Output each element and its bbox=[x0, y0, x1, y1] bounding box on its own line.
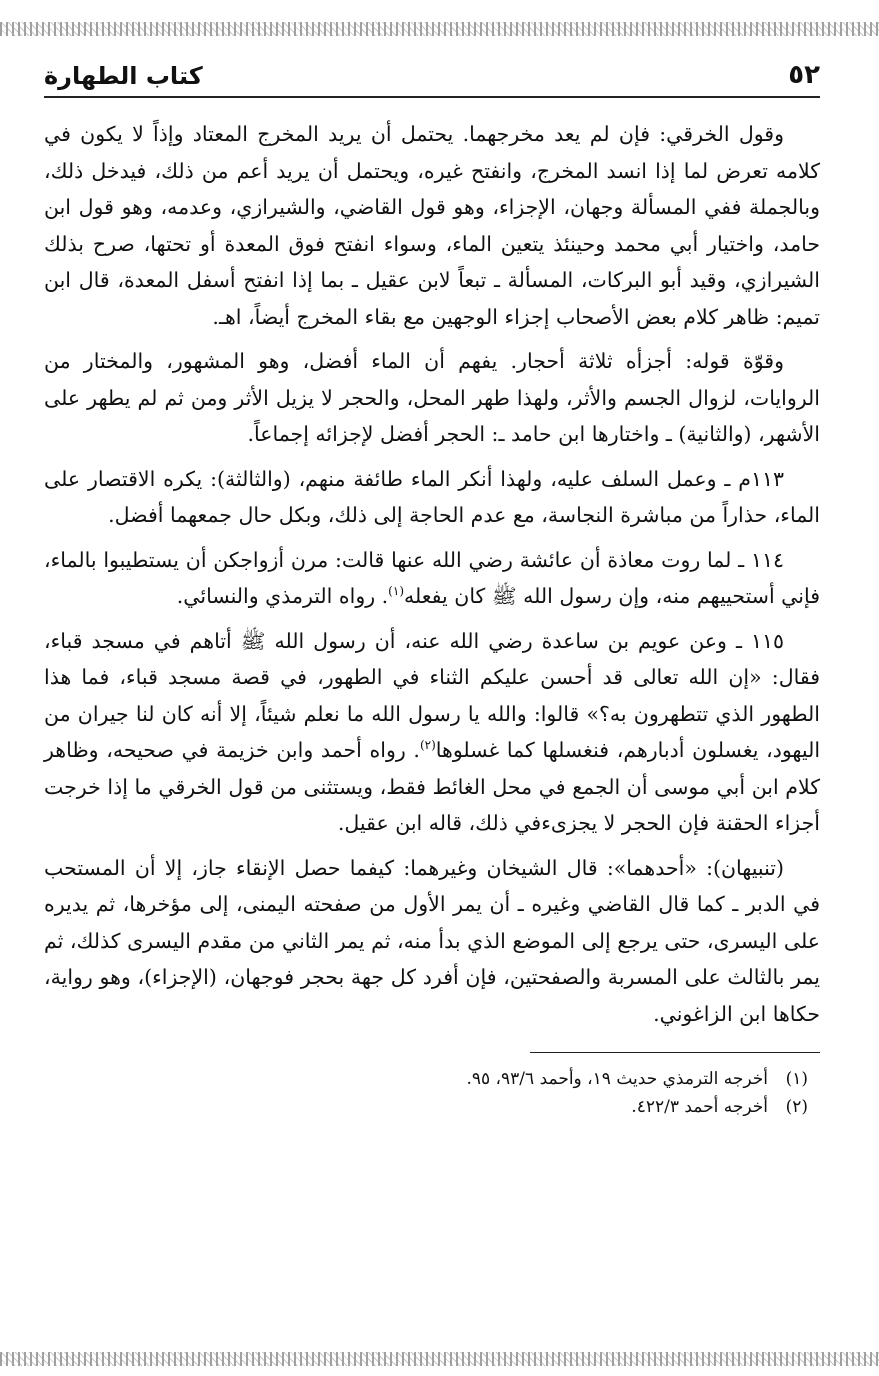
top-ornament-border bbox=[0, 22, 879, 36]
footnote-text: أخرجه أحمد ٤٢٢/٣. bbox=[631, 1097, 768, 1117]
bottom-ornament-border bbox=[0, 1352, 879, 1366]
paragraph: وقول الخرقي: فإن لم يعد مخرجهما. يحتمل أن يريد المخرج المعتاد وإذاً لا يكون في كلامه تعرض لما إذا انسد المخرج، وانفتح غيره، ويحتمل أن يريد أعم من ذلك، فيدخل ذلك، وبالجملة ففي المسألة وجهان، الإجزاء، وهو قول القاضي، والشيرازي، وعدمه، وهو قول ابن حامد، واختيار أبي محمد وحينئذ يتعين الماء، وسواء انفتح فوق المعدة أو تحتها، صرح بذلك الشيرازي، وقيد أبو البركات، المسألة ـ تبعاً لابن عقيل ـ بما إذا انفتح أسفل المعدة، قال ابن تميم: ظاهر كلام بعض الأصحاب إجزاء الوجهين مع بقاء المخرج أيضاً، اهـ. bbox=[44, 122, 820, 329]
paragraph-text: . رواه أحمد وابن خزيمة في صحيحه، وظاهر كلام ابن أبي موسى أن الجمع في محل الغائط فقط، ويستثنى من قول الخرقي ما إذا خرجت أجزاء الحقنة فإن الحجر لا يجزىءفي ذلك، قاله ابن عقيل. bbox=[44, 738, 820, 835]
paragraph-text: . رواه الترمذي والنسائي. bbox=[176, 584, 389, 608]
running-head bbox=[44, 50, 820, 98]
footnote-divider bbox=[530, 1052, 820, 1053]
footnote bbox=[44, 1065, 820, 1093]
paragraph-text: ١١٤ ـ لما روت معاذة أن عائشة رضي الله عنها قالت: مرن أزواجكن أن يستطيبوا بالماء، فإني أستحييهم منه، وإن رسول الله ﷺ كان يفعله bbox=[44, 547, 820, 608]
paragraph: (تنبيهان): «أحدهما»: قال الشيخان وغيرهما: كيفما حصل الإنقاء جاز، إلا أن المستحب في الدبر ـ كما قال القاضي وغيره ـ أن يمر الأول من صفحته اليمنى، إلى مؤخرها، ثم يديره على اليسرى، حتى يرجع إلى الموضع الذي بدأ منه، ثم يمر الثاني من مقدم اليسرى كذلك، ثم يمر بالثالث على المسربة والصفحتين، فإن أفرد كل جهة بحجر فوجهان، (الإجزاء)، وهو رواية، حكاها ابن الزاغوني. bbox=[44, 855, 820, 1026]
footnote-number: (١) bbox=[785, 1069, 808, 1089]
body-text bbox=[44, 116, 820, 1032]
footnote-number: (٢) bbox=[785, 1097, 808, 1117]
footnotes bbox=[44, 1065, 820, 1121]
paragraph: وقوّة قوله: أجزأه ثلاثة أحجار. يفهم أن الماء أفضل، وهو المشهور، والمختار من الروايات، لزوال الجسم والأثر، ولهذا طهر المحل، والحجر لا يزيل الأثر ومن ثم لم يطهر على الأشهر، (والثانية) ـ واختارها ابن حامد ـ: الحجر أفضل لإجزائه إجماعاً. bbox=[44, 349, 820, 446]
footnote-mark[interactable]: (١) bbox=[388, 584, 404, 599]
book-title: كتاب الطهارة bbox=[44, 62, 203, 90]
page-number: ٥٢ bbox=[788, 60, 820, 90]
footnote bbox=[44, 1093, 820, 1121]
book-page bbox=[44, 50, 820, 1121]
paragraph-text: ١١٥ ـ وعن عويم بن ساعدة رضي الله عنه، أن رسول الله ﷺ أتاهم في مسجد قباء، فقال: «إن الله تعالى قد أحسن عليكم الثناء في الطهور، في قصة مسجد قباء، فما هذا الطهور الذي تتطهرون به؟» قالوا: والله يا رسول الله ما نعلم شيئاً، إلا أنه كان لنا جيران من اليهود، يغسلون أدبارهم، فنغسلها كما غسلوها bbox=[44, 628, 821, 762]
footnote-mark[interactable]: (٢) bbox=[419, 738, 436, 753]
paragraph bbox=[44, 542, 820, 615]
footnote-text: أخرجه الترمذي حديث ١٩، وأحمد ٩٣/٦، ٩٥. bbox=[466, 1069, 768, 1089]
paragraph: ١١٣م ـ وعمل السلف عليه، ولهذا أنكر الماء طائفة منهم، (والثالثة): يكره الاقتصار على الماء، حذاراً من مباشرة النجاسة، مع عدم الحاجة إلى ذلك، وبكل حال جمعهما أفضل. bbox=[44, 466, 820, 527]
paragraph bbox=[44, 623, 820, 842]
